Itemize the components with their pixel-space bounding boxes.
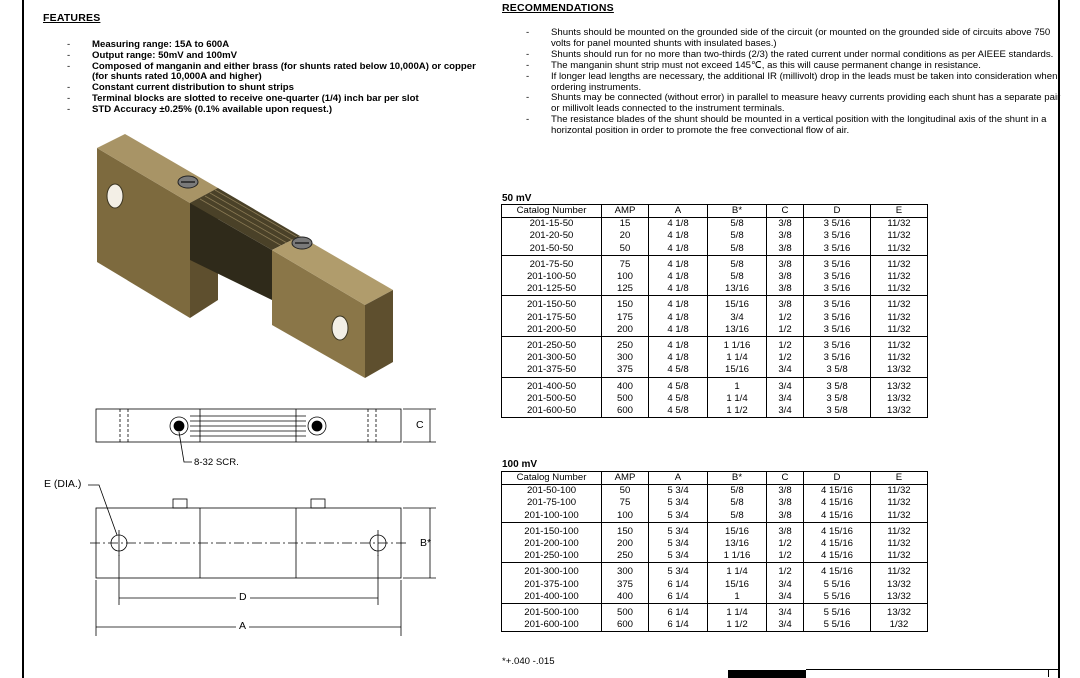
dim-label-c: C: [416, 419, 424, 431]
recommendations-heading: RECOMMENDATIONS: [502, 2, 614, 14]
table-cell: 3 5/16: [804, 271, 871, 283]
table-cell: 1: [708, 377, 767, 393]
table-cell: 11/32: [871, 324, 928, 337]
features-heading: FEATURES: [43, 12, 101, 24]
table-cell: 100: [602, 271, 649, 283]
table-100mv-title: 100 mV: [502, 459, 538, 470]
table-cell: 3 5/16: [804, 312, 871, 324]
table-cell: 4 1/8: [649, 352, 708, 364]
table-cell: 5/8: [708, 271, 767, 283]
table-cell: 11/32: [871, 352, 928, 364]
table-cell: 300: [602, 563, 649, 579]
table-cell: 6 1/4: [649, 579, 708, 591]
table-row: [502, 271, 928, 283]
table-cell: 3 5/16: [804, 337, 871, 353]
column-header: E: [871, 205, 928, 218]
table-cell: 201-400-100: [502, 591, 602, 604]
table-cell: 3/8: [767, 230, 804, 242]
table-cell: 400: [602, 591, 649, 604]
feature-item: - Measuring range: 15A to 600A: [62, 40, 482, 51]
table-cell: 1/32: [871, 619, 928, 632]
table-cell: 4 1/8: [649, 255, 708, 271]
table-cell: 6 1/4: [649, 604, 708, 620]
table-cell: 5 3/4: [649, 522, 708, 538]
table-cell: 201-50-50: [502, 243, 602, 256]
table-row: [502, 485, 928, 498]
column-header: A: [649, 472, 708, 485]
table-cell: 4 1/8: [649, 271, 708, 283]
table-cell: 6 1/4: [649, 591, 708, 604]
table-50mv-title: 50 mV: [502, 193, 532, 204]
table-cell: 3/8: [767, 522, 804, 538]
table-row: [502, 312, 928, 324]
table-row: [502, 337, 928, 353]
table-cell: 201-300-50: [502, 352, 602, 364]
table-cell: 11/32: [871, 255, 928, 271]
footnote: *+.040 -.015: [502, 656, 555, 667]
table-cell: 1/2: [767, 352, 804, 364]
table-cell: 201-150-100: [502, 522, 602, 538]
table-cell: 3/4: [767, 393, 804, 405]
table-cell: 11/32: [871, 243, 928, 256]
table-cell: 4 15/16: [804, 497, 871, 509]
table-cell: 201-150-50: [502, 296, 602, 312]
table-cell: 75: [602, 255, 649, 271]
table-cell: 3/4: [767, 405, 804, 418]
table-cell: 201-600-100: [502, 619, 602, 632]
table-cell: 3 5/16: [804, 218, 871, 231]
dim-label-a: A: [236, 620, 249, 632]
table-cell: 11/32: [871, 312, 928, 324]
table-cell: 4 1/8: [649, 312, 708, 324]
table-cell: 600: [602, 619, 649, 632]
table-cell: 4 1/8: [649, 324, 708, 337]
table-cell: 201-200-100: [502, 538, 602, 550]
table-row: [502, 283, 928, 296]
table-cell: 1 1/4: [708, 604, 767, 620]
table-cell: 5 5/16: [804, 579, 871, 591]
table-cell: 15/16: [708, 579, 767, 591]
dim-label-b: B*: [420, 537, 432, 549]
table-cell: 11/32: [871, 510, 928, 523]
title-block-divider: [1048, 669, 1049, 677]
table-cell: 3 5/8: [804, 364, 871, 377]
table-cell: 11/32: [871, 563, 928, 579]
table-cell: 201-175-50: [502, 312, 602, 324]
recommendation-item: - If longer lead lengths are necessary, the additional IR (millivolt) drop in the leads must be taken into consideration when ordering instruments.: [522, 72, 1062, 94]
table-cell: 3/8: [767, 296, 804, 312]
table-row: [502, 364, 928, 377]
column-header: C: [767, 472, 804, 485]
table-cell: 4 1/8: [649, 337, 708, 353]
table-cell: 11/32: [871, 522, 928, 538]
table-row: [502, 243, 928, 256]
table-cell: 3/8: [767, 485, 804, 498]
table-row: [502, 497, 928, 509]
table-row: [502, 377, 928, 393]
table-cell: 3/4: [708, 312, 767, 324]
shunt-3d-render: [97, 134, 393, 378]
table-cell: 201-50-100: [502, 485, 602, 498]
table-cell: 11/32: [871, 230, 928, 242]
table-cell: 1/2: [767, 312, 804, 324]
table-cell: 201-100-50: [502, 271, 602, 283]
table-row: [502, 255, 928, 271]
table-cell: 13/16: [708, 324, 767, 337]
table-cell: 201-200-50: [502, 324, 602, 337]
table-cell: 11/32: [871, 337, 928, 353]
table-cell: 3/4: [767, 604, 804, 620]
table-cell: 4 1/8: [649, 230, 708, 242]
table-cell: 5/8: [708, 510, 767, 523]
table-cell: 13/32: [871, 364, 928, 377]
title-block-line: [806, 669, 1058, 670]
table-cell: 11/32: [871, 271, 928, 283]
table-cell: 4 15/16: [804, 550, 871, 563]
table-cell: 375: [602, 579, 649, 591]
table-cell: 15: [602, 218, 649, 231]
column-header: A: [649, 205, 708, 218]
table-cell: 20: [602, 230, 649, 242]
table-cell: 3/4: [767, 619, 804, 632]
table-row: [502, 405, 928, 418]
table-cell: 13/16: [708, 283, 767, 296]
table-cell: 4 1/8: [649, 296, 708, 312]
table-cell: 50: [602, 485, 649, 498]
table-cell: 4 1/8: [649, 283, 708, 296]
table-cell: 3/4: [767, 591, 804, 604]
recommendation-item: - The resistance blades of the shunt should be mounted in a vertical position with the longitudinal axis of the shunt in a horizontal position in order to promote the free convectional flow of air.: [522, 115, 1062, 137]
table-cell: 15/16: [708, 364, 767, 377]
table-cell: 4 15/16: [804, 563, 871, 579]
table-cell: 600: [602, 405, 649, 418]
table-cell: 13/32: [871, 579, 928, 591]
recommendation-item: - The manganin shunt strip must not exceed 145℃, as this will cause permanent change in resistance.: [522, 61, 1062, 72]
shunt-top-view: [96, 409, 436, 462]
column-header: D: [804, 205, 871, 218]
table-cell: 250: [602, 550, 649, 563]
column-header: AMP: [602, 472, 649, 485]
table-cell: 500: [602, 604, 649, 620]
table-cell: 3/4: [767, 377, 804, 393]
dim-label-screw: 8-32 SCR.: [194, 457, 239, 468]
table-cell: 1: [708, 591, 767, 604]
table-cell: 11/32: [871, 550, 928, 563]
table-cell: 100: [602, 510, 649, 523]
table-row: [502, 604, 928, 620]
table-cell: 1 1/16: [708, 550, 767, 563]
feature-item: - Output range: 50mV and 100mV: [62, 51, 482, 62]
table-cell: 4 5/8: [649, 405, 708, 418]
table-100mv: [501, 471, 928, 632]
table-cell: 5 3/4: [649, 550, 708, 563]
table-cell: 201-300-100: [502, 563, 602, 579]
table-cell: 3 5/16: [804, 255, 871, 271]
table-cell: 201-400-50: [502, 377, 602, 393]
recommendation-item: - Shunts may be connected (without error) in parallel to measure heavy currents providing each shunt has a separate pair or millivolt leads connected to the instrument terminals.: [522, 93, 1062, 115]
table-cell: 3 5/16: [804, 230, 871, 242]
table-cell: 50: [602, 243, 649, 256]
table-cell: 13/32: [871, 377, 928, 393]
table-cell: 3/8: [767, 243, 804, 256]
feature-item: - Terminal blocks are slotted to receive one-quarter (1/4) inch bar per slot: [62, 94, 482, 105]
shunt-drawings: [0, 0, 500, 675]
table-cell: 201-600-50: [502, 405, 602, 418]
recommendation-item: - Shunts should run for no more than two-thirds (2/3) the rated current under normal conditions as per AIEEE standards.: [522, 50, 1062, 61]
table-cell: 11/32: [871, 218, 928, 231]
table-cell: 5 3/4: [649, 510, 708, 523]
table-cell: 11/32: [871, 296, 928, 312]
table-cell: 6 1/4: [649, 619, 708, 632]
table-row: [502, 324, 928, 337]
table-cell: 5 3/4: [649, 497, 708, 509]
table-row: [502, 296, 928, 312]
table-cell: 201-375-50: [502, 364, 602, 377]
table-cell: 3/8: [767, 510, 804, 523]
table-row: [502, 230, 928, 242]
table-50mv: [501, 204, 928, 418]
table-cell: 13/32: [871, 604, 928, 620]
table-cell: 4 15/16: [804, 538, 871, 550]
table-cell: 375: [602, 364, 649, 377]
table-cell: 1/2: [767, 538, 804, 550]
table-cell: 4 1/8: [649, 243, 708, 256]
table-cell: 1 1/2: [708, 619, 767, 632]
table-cell: 13/16: [708, 538, 767, 550]
table-cell: 11/32: [871, 497, 928, 509]
table-cell: 201-250-100: [502, 550, 602, 563]
table-cell: 15/16: [708, 522, 767, 538]
table-cell: 3/8: [767, 283, 804, 296]
table-cell: 5/8: [708, 230, 767, 242]
table-cell: 4 15/16: [804, 510, 871, 523]
table-cell: 5 3/4: [649, 563, 708, 579]
table-cell: 201-500-50: [502, 393, 602, 405]
table-row: [502, 579, 928, 591]
table-cell: 3 5/8: [804, 377, 871, 393]
feature-item: - Constant current distribution to shunt strips: [62, 83, 482, 94]
table-cell: 1/2: [767, 563, 804, 579]
table-cell: 201-250-50: [502, 337, 602, 353]
right-mount-hole: [332, 316, 348, 340]
recommendation-item: - Shunts should be mounted on the grounded side of the circuit (or mounted on the grounded side of circuits above 750 volts for panel mounted shunts with insulated bases.): [522, 28, 1062, 50]
table-cell: 500: [602, 393, 649, 405]
recommendations-list: [522, 28, 1062, 137]
table-cell: 3/8: [767, 271, 804, 283]
table-row: [502, 619, 928, 632]
table-cell: 5/8: [708, 243, 767, 256]
table-cell: 1 1/16: [708, 337, 767, 353]
table-cell: 201-15-50: [502, 218, 602, 231]
column-header: Catalog Number: [502, 205, 602, 218]
table-cell: 13/32: [871, 393, 928, 405]
table-cell: 4 1/8: [649, 218, 708, 231]
column-header: Catalog Number: [502, 472, 602, 485]
table-cell: 5/8: [708, 485, 767, 498]
table-cell: 3 5/16: [804, 283, 871, 296]
column-header: D: [804, 472, 871, 485]
table-row: [502, 352, 928, 364]
table-cell: 15/16: [708, 296, 767, 312]
table-cell: 4 5/8: [649, 377, 708, 393]
column-header: B*: [708, 205, 767, 218]
table-cell: 3 5/8: [804, 405, 871, 418]
table-cell: 125: [602, 283, 649, 296]
table-cell: 4 15/16: [804, 485, 871, 498]
table-cell: 3 5/16: [804, 296, 871, 312]
table-cell: 150: [602, 296, 649, 312]
table-cell: 3/4: [767, 364, 804, 377]
column-header: B*: [708, 472, 767, 485]
table-cell: 175: [602, 312, 649, 324]
table-cell: 3 5/16: [804, 243, 871, 256]
table-cell: 201-20-50: [502, 230, 602, 242]
table-cell: 75: [602, 497, 649, 509]
table-row: [502, 538, 928, 550]
table-cell: 11/32: [871, 283, 928, 296]
table-row: [502, 550, 928, 563]
table-cell: 11/32: [871, 538, 928, 550]
table-cell: 300: [602, 352, 649, 364]
table-cell: 201-375-100: [502, 579, 602, 591]
left-mount-hole: [107, 184, 123, 208]
table-cell: 3/8: [767, 497, 804, 509]
table-cell: 11/32: [871, 485, 928, 498]
table-cell: 250: [602, 337, 649, 353]
table-cell: 1/2: [767, 337, 804, 353]
table-cell: 201-75-50: [502, 255, 602, 271]
dim-label-d: D: [236, 591, 250, 603]
feature-item: - Composed of manganin and either brass (for shunts rated below 10,000A) or copper (for shunts rated 10,000A and higher): [62, 62, 482, 84]
table-cell: 3/4: [767, 579, 804, 591]
column-header: C: [767, 205, 804, 218]
table-cell: 201-125-50: [502, 283, 602, 296]
table-cell: 400: [602, 377, 649, 393]
table-cell: 1 1/2: [708, 405, 767, 418]
table-cell: 200: [602, 538, 649, 550]
table-cell: 200: [602, 324, 649, 337]
table-row: [502, 563, 928, 579]
table-cell: 13/32: [871, 591, 928, 604]
table-cell: 4 5/8: [649, 364, 708, 377]
column-header: E: [871, 472, 928, 485]
table-cell: 4 5/8: [649, 393, 708, 405]
table-row: [502, 510, 928, 523]
table-cell: 201-500-100: [502, 604, 602, 620]
table-cell: 3 5/8: [804, 393, 871, 405]
table-cell: 1/2: [767, 550, 804, 563]
table-cell: 201-75-100: [502, 497, 602, 509]
table-cell: 3 5/16: [804, 324, 871, 337]
shunt-front-view: [88, 485, 436, 636]
table-cell: 201-100-100: [502, 510, 602, 523]
feature-item: - STD Accuracy ±0.25% (0.1% available upon request.): [62, 105, 482, 116]
table-row: [502, 591, 928, 604]
table-cell: 5 5/16: [804, 604, 871, 620]
table-row: [502, 218, 928, 231]
table-cell: 5/8: [708, 497, 767, 509]
table-cell: 5 5/16: [804, 591, 871, 604]
table-cell: 150: [602, 522, 649, 538]
table-cell: 1 1/4: [708, 352, 767, 364]
title-block-bar: [728, 670, 806, 678]
table-cell: 5 5/16: [804, 619, 871, 632]
column-header: AMP: [602, 205, 649, 218]
table-cell: 1 1/4: [708, 393, 767, 405]
table-cell: 5 3/4: [649, 485, 708, 498]
table-cell: 3/8: [767, 255, 804, 271]
table-cell: 5 3/4: [649, 538, 708, 550]
table-cell: 4 15/16: [804, 522, 871, 538]
table-cell: 1 1/4: [708, 563, 767, 579]
table-cell: 13/32: [871, 405, 928, 418]
table-cell: 3/8: [767, 218, 804, 231]
table-cell: 5/8: [708, 255, 767, 271]
table-row: [502, 393, 928, 405]
table-cell: 5/8: [708, 218, 767, 231]
table-row: [502, 522, 928, 538]
dim-label-e: E (DIA.): [44, 478, 82, 490]
table-cell: 1/2: [767, 324, 804, 337]
right-block-side: [365, 290, 393, 378]
table-cell: 3 5/16: [804, 352, 871, 364]
